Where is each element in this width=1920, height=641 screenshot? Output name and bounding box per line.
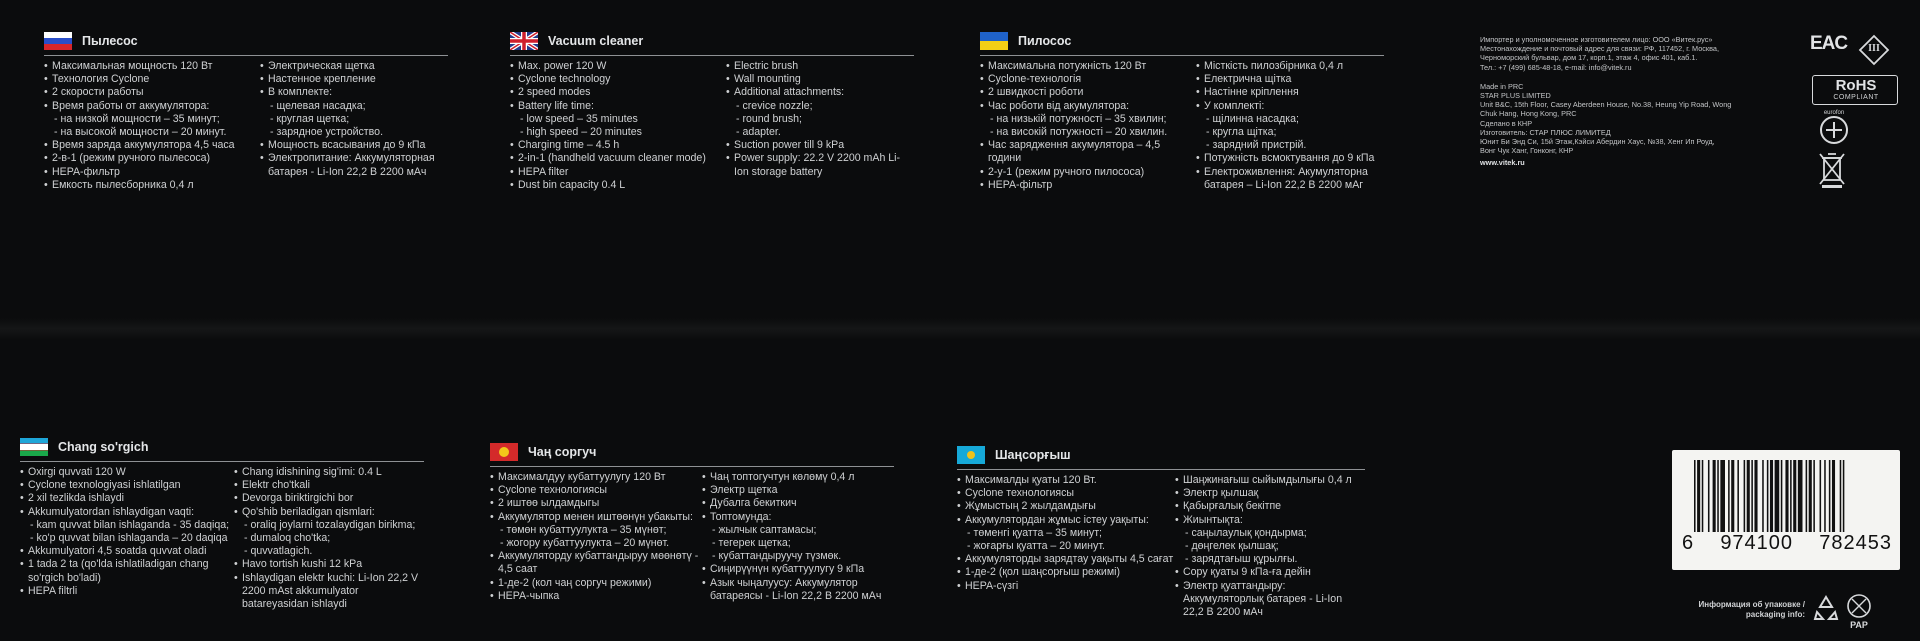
manufacturer-line: Вонг Чук Ханг, Гонконг, КНР xyxy=(1480,146,1574,156)
barcode-bar xyxy=(1793,460,1796,532)
spec-columns xyxy=(490,471,894,603)
barcode-bar xyxy=(1770,460,1773,532)
section-uz xyxy=(20,436,424,611)
spec-item: • Максимальна потужність 120 Вт xyxy=(980,60,1196,73)
barcode-bar xyxy=(1824,460,1826,532)
barcode-bar xyxy=(1737,460,1739,532)
importer-line: Местонахождение и почтовый адрес для связи: РФ, 117452, г. Москва, xyxy=(1480,44,1719,54)
spec-item: - quvvatlagich. xyxy=(244,545,313,558)
barcode-bar xyxy=(1697,460,1700,532)
manufacturer-line: Сделано в КНР xyxy=(1480,118,1533,128)
spec-item: • Азык чыңалуусу: Аккумулятор батареясы - Li-Ion 22,2 В 2200 мАч xyxy=(702,577,887,603)
spec-item: • Аккумуляторду кубаттандыруу мөөнөтү - 4,5 саат xyxy=(490,550,702,576)
spec-item: • Технология Cyclone xyxy=(44,73,260,86)
eurofon-recycling-icon: eurofon xyxy=(1812,110,1856,146)
spec-item: • Максималдуу кубаттуулугу 120 Вт xyxy=(490,471,702,484)
uk-flag-icon xyxy=(510,32,538,50)
section-title: Vacuum cleaner xyxy=(548,33,644,48)
spec-item: • Время заряда аккумулятора 4,5 часа xyxy=(44,139,260,152)
spec-item: • 1 tada 2 ta (qo'lda ishlatiladigan chang so'rgich bo'ladi) xyxy=(20,558,234,584)
spec-columns xyxy=(20,466,424,611)
manufacturer-block xyxy=(1480,82,1780,168)
spec-item: - dumaloq cho'tka; xyxy=(244,532,331,545)
spec-item: - щелевая насадка; xyxy=(270,99,366,112)
spec-item: - adapter. xyxy=(736,126,781,139)
barcode-bar xyxy=(1762,460,1764,532)
barcode-bar xyxy=(1717,460,1719,532)
eac-mark-icon: EAC xyxy=(1810,33,1848,54)
spec-item: • Чаң топтогучтун көлөмү 0,4 л xyxy=(702,471,887,484)
barcode-bar xyxy=(1809,460,1812,532)
spec-item: • 1-де-2 (қол шаңсорғыш режимі) xyxy=(957,566,1175,579)
spec-item: • Дубалга бекиткич xyxy=(702,497,887,510)
barcode-bar xyxy=(1702,460,1704,532)
section-en xyxy=(510,30,914,192)
spec-item: • Elektr cho'tkali xyxy=(234,479,419,492)
spec-item: • Аккумуляторды зарядтау уақыты 4,5 сағат xyxy=(957,553,1175,566)
spec-item: • 2-в-1 (режим ручного пылесоса) xyxy=(44,152,260,165)
spec-item: • Қабырғалық бекітпе xyxy=(1175,500,1365,513)
spec-item: • Время работы от аккумулятора: xyxy=(44,100,260,113)
spec-item: • Потужність всмоктування до 9 кПа xyxy=(1196,152,1381,165)
spec-item: • Електрична щітка xyxy=(1196,73,1381,86)
spec-item: • Akkumulyatori 4,5 soatda quvvat oladi xyxy=(20,545,234,558)
spec-item: • Power supply: 22.2 V 2200 mAh Li-Ion storage battery xyxy=(726,152,911,178)
spec-column xyxy=(957,474,1175,619)
barcode-bar xyxy=(1781,460,1783,532)
spec-item: - ko'p quvvat bilan ishlaganda – 20 daqiqa xyxy=(30,532,228,545)
importer-block-ru xyxy=(1480,35,1780,72)
spec-item: - щілинна насадка; xyxy=(1206,112,1299,125)
spec-item: - oraliq joylarni tozalaydigan birikma; xyxy=(244,518,416,531)
importer-line: Импортер и уполномоченное изготовителем лицо: ООО «Витек.рус» xyxy=(1480,35,1713,44)
spec-item: • 2 speed modes xyxy=(510,86,726,99)
spec-item: - жылчык саптамасы; xyxy=(712,523,817,536)
spec-item: • HEPA-сүзгі xyxy=(957,580,1175,593)
spec-item: - жогору кубаттуулукта – 20 мүнөт. xyxy=(500,537,670,550)
spec-column xyxy=(490,471,702,603)
barcode-bar xyxy=(1790,460,1792,532)
spec-item: - crevice nozzle; xyxy=(736,99,813,112)
spec-item: - төменгі қуатта – 35 минут; xyxy=(967,526,1102,539)
manufacturer-line: Made in PRC xyxy=(1480,81,1524,91)
spec-columns xyxy=(44,60,448,192)
spec-item: • Жиынтықта: xyxy=(1175,514,1365,527)
spec-item: • Cyclone texnologiyasi ishlatilgan xyxy=(20,479,234,492)
barcode-bar xyxy=(1798,460,1803,532)
barcode-bar xyxy=(1751,460,1753,532)
spec-columns xyxy=(980,60,1384,192)
spec-item: - дөңгелек қылшақ; xyxy=(1185,540,1279,553)
spec-item: - круглая щетка; xyxy=(270,112,350,125)
barcode-bar xyxy=(1744,460,1746,532)
spec-item: • HEPA filter xyxy=(510,166,726,179)
importer-line: Тел.: +7 (499) 685-48-18, e-mail: info@vitek.ru xyxy=(1480,62,1632,72)
barcode-bar xyxy=(1713,460,1716,532)
recycling-icon xyxy=(1812,594,1840,622)
spec-column xyxy=(44,60,260,192)
ean-barcode xyxy=(1672,450,1900,570)
barcode-bar xyxy=(1728,460,1730,532)
spec-item: • Аккумулятордан жұмыс істеу уақыты: xyxy=(957,514,1175,527)
section-title: Чаң соргуч xyxy=(528,444,597,459)
uzbekistan-flag-icon xyxy=(20,438,48,456)
spec-column xyxy=(20,466,234,611)
spec-item: - на высокой мощности – 20 минут. xyxy=(54,126,227,139)
section-header xyxy=(44,30,448,56)
spec-item: • Електроживлення: Акумуляторна батарея – Li-Ion 22,2 В 2200 мАг xyxy=(1196,166,1381,192)
spec-item: - на низкой мощности – 35 минут; xyxy=(54,112,220,125)
section-title: Chang so'rgich xyxy=(58,439,149,454)
spec-item: • Oxirgi quvvati 120 W xyxy=(20,466,234,479)
spec-item: - тегерек щетка; xyxy=(712,537,791,550)
spec-item: • У комплекті: xyxy=(1196,100,1381,113)
spec-item: • Мощность всасывания до 9 кПа xyxy=(260,139,445,152)
spec-item: • 2-in-1 (handheld vacuum cleaner mode) xyxy=(510,152,726,165)
spec-item: • Chang idishining sig'imi: 0.4 L xyxy=(234,466,419,479)
spec-item: • Электр қылшақ xyxy=(1175,487,1365,500)
kazakhstan-flag-icon xyxy=(957,446,985,464)
spec-item: - кругла щітка; xyxy=(1206,126,1277,139)
spec-item: • Cyclone technology xyxy=(510,73,726,86)
spec-item: • Емкость пылесборника 0,4 л xyxy=(44,179,260,192)
spec-item: • Cyclone технологиясы xyxy=(490,484,702,497)
manufacturer-line: Chuk Hang, Hong Kong, PRC xyxy=(1480,109,1577,119)
spec-item: • 1-де-2 (кол чаң соргуч режими) xyxy=(490,577,702,590)
spec-item: • 2-у-1 (режим ручного пилососа) xyxy=(980,166,1196,179)
spec-column xyxy=(260,60,445,192)
spec-item: - на низькій потужності – 35 хвилин; xyxy=(990,112,1167,125)
importer-line: Черноморский бульвар, дом 17, корп.1, этаж 4, офис 401, каб.1. xyxy=(1480,53,1698,63)
spec-column xyxy=(510,60,726,192)
spec-item: • 2 швидкості роботи xyxy=(980,86,1196,99)
section-kg xyxy=(490,441,894,603)
spec-item: • HEPA-фільтр xyxy=(980,179,1196,192)
spec-item: • HEPA-чыпка xyxy=(490,590,702,603)
spec-item: - round brush; xyxy=(736,112,802,125)
section-ua xyxy=(980,30,1384,192)
ukraine-flag-icon xyxy=(980,32,1008,50)
spec-item: • Электр қуаттандыру: Аккумуляторлық батарея - Li-Ion 22,2 В 2200 мАч xyxy=(1175,580,1365,620)
spec-item: • Akkumulyatordan ishlaydigan vaqti: xyxy=(20,506,234,519)
spec-item: • Місткість пилозбірника 0,4 л xyxy=(1196,60,1381,73)
section-ru xyxy=(44,30,448,192)
box-fold-shadow xyxy=(0,318,1920,340)
spec-item: • В комплекте: xyxy=(260,86,445,99)
kyrgyzstan-flag-icon xyxy=(490,443,518,461)
section-header xyxy=(510,30,914,56)
spec-item: • Электрическая щетка xyxy=(260,60,445,73)
spec-item: • Максимальная мощность 120 Вт xyxy=(44,60,260,73)
spec-item: • HEPA filtrli xyxy=(20,585,234,598)
spec-column xyxy=(1175,474,1365,619)
section-title: Шаңсорғыш xyxy=(995,447,1071,462)
barcode-bar xyxy=(1708,460,1710,532)
manufacturer-line: Юнит Би Энд Си, 15й Этаж,Кэйси Абердин Хаус, №38, Хенг Ип Роуд, xyxy=(1480,137,1715,147)
section-title: Пылесос xyxy=(82,33,138,48)
spec-item: - high speed – 20 minutes xyxy=(520,126,642,139)
pap-paper-icon: PAP xyxy=(1844,592,1874,632)
spec-item: • Сору қуаты 9 кПа-ға дейін xyxy=(1175,566,1365,579)
spec-item: • Аккумулятор менен иштөөнүн убакыты: xyxy=(490,511,702,524)
section-header xyxy=(980,30,1384,56)
spec-item: • Wall mounting xyxy=(726,73,911,86)
spec-item: - зарядное устройство. xyxy=(270,126,384,139)
barcode-bar xyxy=(1731,460,1734,532)
spec-item: • Жұмыстың 2 жылдамдығы xyxy=(957,500,1175,513)
section-header xyxy=(957,444,1365,470)
barcode-bar xyxy=(1843,460,1845,532)
spec-item: • Топтомунда: xyxy=(702,511,887,524)
weee-crossed-bin-icon xyxy=(1816,150,1848,190)
spec-item: • 2 скорости работы xyxy=(44,86,260,99)
spec-column xyxy=(234,466,419,611)
spec-column xyxy=(1196,60,1381,192)
barcode-bar xyxy=(1832,460,1835,532)
section-header xyxy=(20,436,424,462)
spec-item: - саңылаулық қондырма; xyxy=(1185,526,1307,539)
spec-item: • Devorga biriktirgichi bor xyxy=(234,492,419,505)
spec-item: • Сиңирүүнүн кубаттуулугу 9 кПа xyxy=(702,563,887,576)
spec-item: • Dust bin capacity 0.4 L xyxy=(510,179,726,192)
spec-item: • Cyclone технологиясы xyxy=(957,487,1175,500)
barcode-number: 6 974100 782453 xyxy=(1682,532,1892,554)
rohs-compliant-icon: RoHS COMPLIANT xyxy=(1812,75,1898,105)
spec-columns xyxy=(957,474,1365,619)
barcode-bar xyxy=(1747,460,1750,532)
russia-flag-icon xyxy=(44,32,72,50)
barcode-bar xyxy=(1720,460,1725,532)
spec-item: • Electric brush xyxy=(726,60,911,73)
spec-item: - жоғарғы қуатта – 20 минут. xyxy=(967,540,1105,553)
spec-column xyxy=(726,60,911,192)
manufacturer-line: Unit B&C, 15th Floor, Casey Aberdeen House, No.38, Heung Yip Road, Wong xyxy=(1480,100,1732,110)
spec-item: • Max. power 120 W xyxy=(510,60,726,73)
spec-item: - low speed – 35 minutes xyxy=(520,112,638,125)
spec-item: • Максималды қуаты 120 Вт. xyxy=(957,474,1175,487)
spec-item: • Havo tortish kushi 12 kPa xyxy=(234,558,419,571)
spec-item: • Час зарядження акумулятора – 4,5 години xyxy=(980,139,1196,165)
spec-item: - kam quvvat bilan ishlaganda - 35 daqiqa; xyxy=(30,518,230,531)
spec-item: • Час роботи від акумулятора: xyxy=(980,100,1196,113)
spec-item: • Charging time – 4.5 h xyxy=(510,139,726,152)
spec-item: • Battery life time: xyxy=(510,100,726,113)
barcode-bar xyxy=(1775,460,1780,532)
spec-item: • Настенное крепление xyxy=(260,73,445,86)
spec-item: - зарядтағыш құрылғы. xyxy=(1185,553,1298,566)
barcode-bar xyxy=(1754,460,1757,532)
spec-item: • 2 иштөө ылдамдыгы xyxy=(490,497,702,510)
spec-item: • Шаңжинағыш сыйымдылығы 0,4 л xyxy=(1175,474,1365,487)
barcode-bar xyxy=(1785,460,1788,532)
manufacturer-line: STAR PLUS LIMITED xyxy=(1480,91,1551,101)
spec-item: - кубаттандыруучу түзмөк. xyxy=(712,550,842,563)
manufacturer-line: Изготовитель: СТАР ПЛЮС ЛИМИТЕД xyxy=(1480,127,1611,137)
barcode-bar xyxy=(1806,460,1808,532)
barcode-bars xyxy=(1672,452,1900,532)
spec-item: • 2 xil tezlikda ishlaydi xyxy=(20,492,234,505)
barcode-bar xyxy=(1829,460,1831,532)
barcode-bar xyxy=(1694,460,1696,532)
spec-item: - на високій потужності – 20 хвилин. xyxy=(990,126,1168,139)
importer-info xyxy=(1480,35,1780,168)
spec-item: • Cyclone-технологія xyxy=(980,73,1196,86)
spec-item: • Настінне кріплення xyxy=(1196,86,1381,99)
barcode-bar xyxy=(1767,460,1769,532)
section-kz xyxy=(957,444,1365,619)
class-iii-icon: III xyxy=(1858,34,1890,66)
spec-column xyxy=(980,60,1196,192)
spec-columns xyxy=(510,60,914,192)
spec-item: • Электр щетка xyxy=(702,484,887,497)
section-title: Пилосос xyxy=(1018,33,1072,48)
section-header xyxy=(490,441,894,467)
spec-item: • Additional attachments: xyxy=(726,86,911,99)
spec-item: - төмөн кубаттуулукта – 35 мүнөт; xyxy=(500,523,667,536)
spec-item: • Suction power till 9 kPa xyxy=(726,139,911,152)
spec-column xyxy=(702,471,887,603)
barcode-bar xyxy=(1813,460,1815,532)
spec-item: • HEPA-фильтр xyxy=(44,166,260,179)
spec-item: - зарядний пристрій. xyxy=(1206,139,1307,152)
barcode-bar xyxy=(1820,460,1822,532)
barcode-bar xyxy=(1840,460,1842,532)
spec-item: • Ishlaydigan elektr kuchi: Li-Ion 22,2 V 2200 mAst akkumulyator batareyasidan ishlaydi xyxy=(234,572,419,612)
packaging-info-label: Информация об упаковке / packaging info: xyxy=(1698,600,1805,619)
spec-item: • Электропитание: Аккумуляторная батарея - Li-Ion 22,2 В 2200 мАч xyxy=(260,152,445,178)
website: www.vitek.ru xyxy=(1480,158,1525,168)
spec-item: • Qo'shib beriladigan qismlari: xyxy=(234,506,419,519)
